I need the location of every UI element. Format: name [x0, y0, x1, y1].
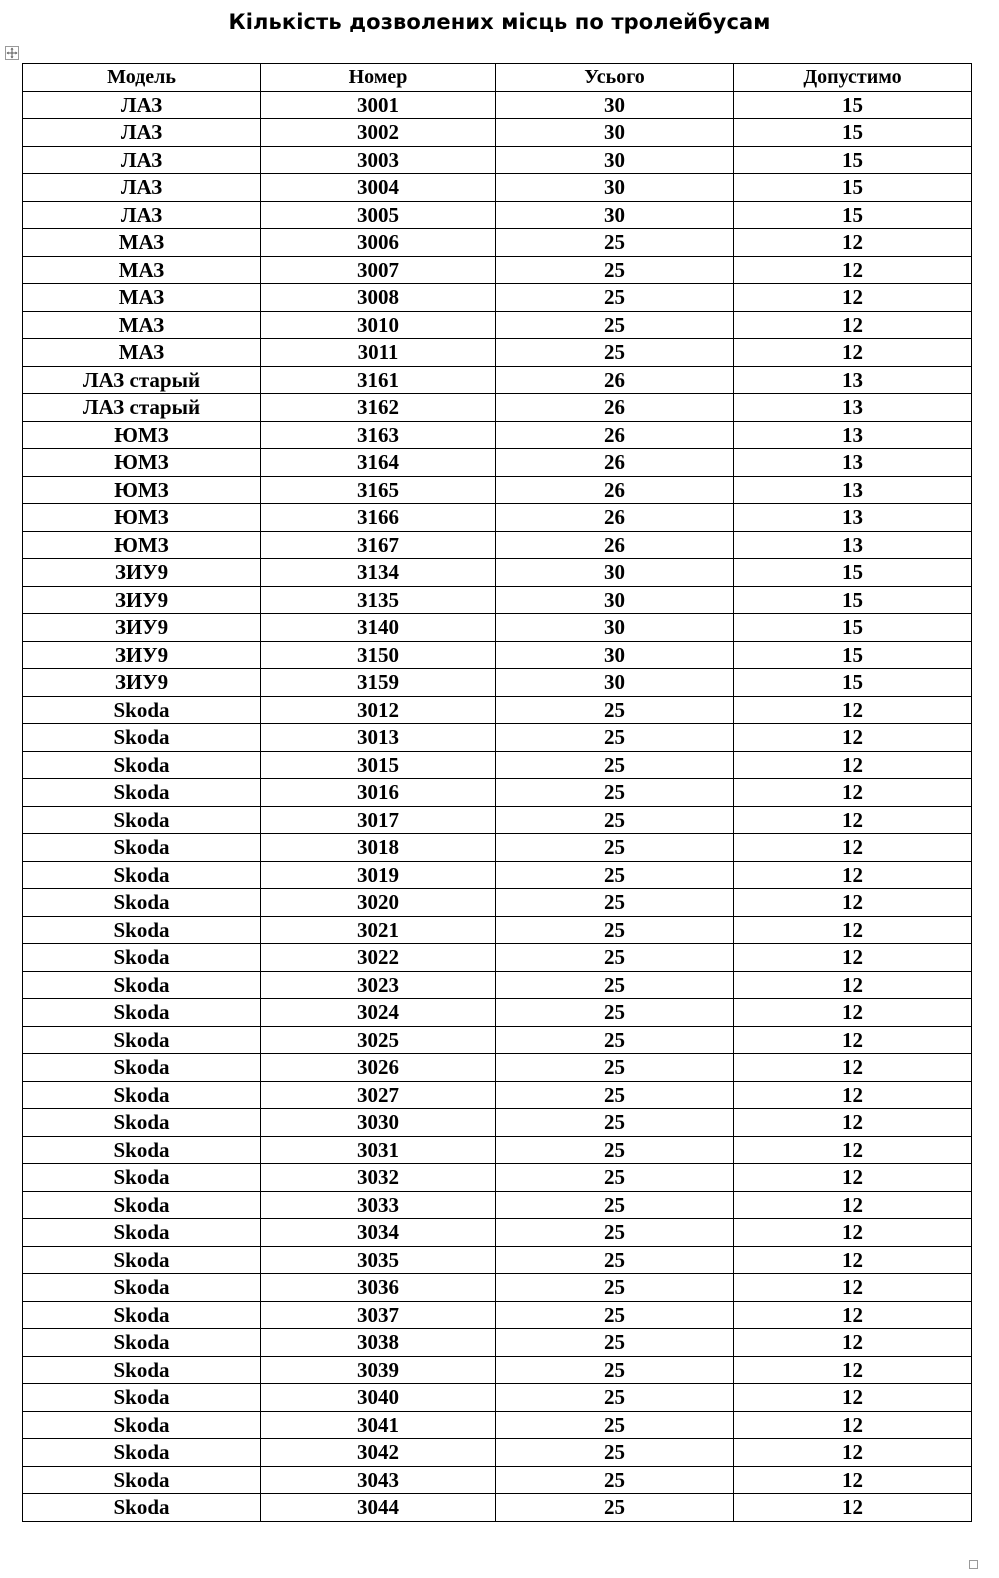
cell-allowed: 12 [734, 1081, 972, 1109]
table-row [23, 834, 972, 862]
table-row [23, 449, 972, 477]
cell-total: 25 [496, 229, 734, 257]
cell-number: 3036 [261, 1274, 496, 1302]
cell-number: 3134 [261, 559, 496, 587]
cell-number: 3040 [261, 1384, 496, 1412]
table-row [23, 999, 972, 1027]
cell-number: 3042 [261, 1439, 496, 1467]
table-row [23, 916, 972, 944]
cell-allowed: 12 [734, 1301, 972, 1329]
cell-model: МАЗ [23, 311, 261, 339]
table-row [23, 1081, 972, 1109]
table-row [23, 531, 972, 559]
cell-model: ЮМЗ [23, 504, 261, 532]
cell-allowed: 13 [734, 421, 972, 449]
cell-total: 25 [496, 889, 734, 917]
cell-total: 25 [496, 1356, 734, 1384]
cell-model: Skoda [23, 751, 261, 779]
cell-total: 25 [496, 806, 734, 834]
cell-model: Skoda [23, 971, 261, 999]
table-row [23, 284, 972, 312]
cell-total: 30 [496, 641, 734, 669]
cell-model: Skoda [23, 1411, 261, 1439]
cell-allowed: 12 [734, 806, 972, 834]
cell-number: 3025 [261, 1026, 496, 1054]
cell-number: 3020 [261, 889, 496, 917]
cell-total: 25 [496, 1026, 734, 1054]
cell-number: 3165 [261, 476, 496, 504]
cell-total: 25 [496, 724, 734, 752]
cell-allowed: 12 [734, 1411, 972, 1439]
cell-allowed: 12 [734, 1384, 972, 1412]
column-header-total: Усього [496, 64, 734, 92]
cell-allowed: 15 [734, 669, 972, 697]
table-row [23, 696, 972, 724]
cell-model: ЮМЗ [23, 476, 261, 504]
cell-allowed: 12 [734, 1026, 972, 1054]
cell-model: Skoda [23, 1329, 261, 1357]
table-row [23, 91, 972, 119]
table-row [23, 256, 972, 284]
cell-model: МАЗ [23, 229, 261, 257]
cell-model: Skoda [23, 696, 261, 724]
cell-allowed: 12 [734, 889, 972, 917]
table-row [23, 806, 972, 834]
cell-allowed: 12 [734, 1191, 972, 1219]
cell-model: Skoda [23, 834, 261, 862]
cell-allowed: 12 [734, 1164, 972, 1192]
cell-allowed: 15 [734, 614, 972, 642]
cell-number: 3034 [261, 1219, 496, 1247]
table-row [23, 1054, 972, 1082]
cell-number: 3043 [261, 1466, 496, 1494]
cell-model: ЗИУ9 [23, 669, 261, 697]
cell-total: 30 [496, 119, 734, 147]
cell-number: 3005 [261, 201, 496, 229]
cell-number: 3022 [261, 944, 496, 972]
cell-total: 25 [496, 999, 734, 1027]
table-row [23, 339, 972, 367]
cell-allowed: 12 [734, 1329, 972, 1357]
cell-total: 26 [496, 449, 734, 477]
cell-allowed: 12 [734, 861, 972, 889]
cell-number: 3011 [261, 339, 496, 367]
cell-total: 26 [496, 421, 734, 449]
cell-total: 30 [496, 201, 734, 229]
cell-model: Skoda [23, 1191, 261, 1219]
cell-total: 25 [496, 339, 734, 367]
table-row [23, 174, 972, 202]
table-row [23, 146, 972, 174]
cell-number: 3015 [261, 751, 496, 779]
table-row [23, 1246, 972, 1274]
cell-number: 3030 [261, 1109, 496, 1137]
cell-total: 30 [496, 669, 734, 697]
table-row [23, 1494, 972, 1522]
cell-number: 3010 [261, 311, 496, 339]
table-row [23, 1329, 972, 1357]
cell-model: Skoda [23, 1026, 261, 1054]
cell-total: 25 [496, 1246, 734, 1274]
column-header-allowed: Допустимо [734, 64, 972, 92]
cell-total: 25 [496, 1411, 734, 1439]
cell-model: Skoda [23, 1466, 261, 1494]
cell-number: 3033 [261, 1191, 496, 1219]
cell-total: 25 [496, 1164, 734, 1192]
cell-allowed: 12 [734, 751, 972, 779]
cell-total: 25 [496, 1191, 734, 1219]
cell-number: 3038 [261, 1329, 496, 1357]
cell-model: Skoda [23, 806, 261, 834]
cell-allowed: 15 [734, 201, 972, 229]
cell-number: 3035 [261, 1246, 496, 1274]
page-title: Кількість дозволених місць по тролейбусам [228, 10, 771, 34]
cell-number: 3164 [261, 449, 496, 477]
cell-total: 26 [496, 366, 734, 394]
cell-number: 3018 [261, 834, 496, 862]
cell-allowed: 13 [734, 504, 972, 532]
cell-model: ЛАЗ [23, 174, 261, 202]
table-row [23, 1109, 972, 1137]
cell-number: 3012 [261, 696, 496, 724]
table-row [23, 229, 972, 257]
cell-allowed: 12 [734, 1439, 972, 1467]
cell-number: 3166 [261, 504, 496, 532]
cell-model: ЗИУ9 [23, 586, 261, 614]
cell-total: 25 [496, 1081, 734, 1109]
cell-total: 25 [496, 1274, 734, 1302]
table-row [23, 889, 972, 917]
cell-total: 25 [496, 1054, 734, 1082]
table-row [23, 1384, 972, 1412]
cell-total: 25 [496, 1329, 734, 1357]
cell-model: Skoda [23, 1246, 261, 1274]
cell-total: 25 [496, 751, 734, 779]
cell-allowed: 15 [734, 586, 972, 614]
cell-allowed: 15 [734, 559, 972, 587]
cell-total: 26 [496, 394, 734, 422]
cell-model: МАЗ [23, 284, 261, 312]
cell-total: 25 [496, 1219, 734, 1247]
cell-model: ЮМЗ [23, 531, 261, 559]
cell-total: 30 [496, 586, 734, 614]
cell-model: ЛАЗ [23, 201, 261, 229]
cell-model: Skoda [23, 999, 261, 1027]
cell-model: Skoda [23, 1384, 261, 1412]
cell-total: 25 [496, 1109, 734, 1137]
table-row [23, 614, 972, 642]
cell-model: ЗИУ9 [23, 559, 261, 587]
column-header-number: Номер [261, 64, 496, 92]
cell-model: Skoda [23, 1109, 261, 1137]
cell-model: МАЗ [23, 339, 261, 367]
cell-allowed: 12 [734, 284, 972, 312]
cell-allowed: 12 [734, 1494, 972, 1522]
cell-number: 3004 [261, 174, 496, 202]
cell-allowed: 13 [734, 394, 972, 422]
cell-number: 3150 [261, 641, 496, 669]
table-row [23, 421, 972, 449]
cell-total: 25 [496, 1301, 734, 1329]
cell-number: 3002 [261, 119, 496, 147]
cell-allowed: 12 [734, 916, 972, 944]
cell-model: ЛАЗ старый [23, 366, 261, 394]
table-row [23, 669, 972, 697]
cell-model: ЗИУ9 [23, 641, 261, 669]
cell-model: Skoda [23, 1081, 261, 1109]
cell-total: 25 [496, 284, 734, 312]
cell-model: Skoda [23, 1494, 261, 1522]
cell-model: ЮМЗ [23, 449, 261, 477]
cell-allowed: 12 [734, 1246, 972, 1274]
table-row [23, 1191, 972, 1219]
cell-allowed: 12 [734, 229, 972, 257]
table-row [23, 779, 972, 807]
cell-allowed: 12 [734, 724, 972, 752]
cell-model: Skoda [23, 1301, 261, 1329]
cell-allowed: 15 [734, 119, 972, 147]
cell-number: 3044 [261, 1494, 496, 1522]
cell-number: 3140 [261, 614, 496, 642]
cell-number: 3007 [261, 256, 496, 284]
cell-number: 3013 [261, 724, 496, 752]
table-row [23, 1026, 972, 1054]
cell-number: 3159 [261, 669, 496, 697]
cell-model: Skoda [23, 944, 261, 972]
cell-model: Skoda [23, 1356, 261, 1384]
cell-total: 25 [496, 1466, 734, 1494]
cell-allowed: 15 [734, 641, 972, 669]
table-row [23, 751, 972, 779]
cell-model: Skoda [23, 1054, 261, 1082]
cell-model: Skoda [23, 1136, 261, 1164]
cell-allowed: 15 [734, 174, 972, 202]
cell-allowed: 12 [734, 971, 972, 999]
table-row [23, 1274, 972, 1302]
cell-model: Skoda [23, 1219, 261, 1247]
cell-model: ЮМЗ [23, 421, 261, 449]
cell-number: 3032 [261, 1164, 496, 1192]
cell-model: Skoda [23, 779, 261, 807]
cell-model: Skoda [23, 724, 261, 752]
cell-number: 3031 [261, 1136, 496, 1164]
cell-model: ЛАЗ [23, 146, 261, 174]
cell-allowed: 12 [734, 339, 972, 367]
cell-allowed: 12 [734, 696, 972, 724]
cell-number: 3019 [261, 861, 496, 889]
table-row [23, 119, 972, 147]
cell-total: 25 [496, 1439, 734, 1467]
cell-total: 25 [496, 1494, 734, 1522]
cell-total: 25 [496, 311, 734, 339]
cell-allowed: 12 [734, 944, 972, 972]
cell-number: 3003 [261, 146, 496, 174]
cell-number: 3026 [261, 1054, 496, 1082]
cell-total: 25 [496, 834, 734, 862]
cell-total: 25 [496, 1136, 734, 1164]
table-row [23, 394, 972, 422]
table-move-handle-icon[interactable] [5, 46, 19, 60]
cell-number: 3027 [261, 1081, 496, 1109]
cell-number: 3023 [261, 971, 496, 999]
cell-number: 3037 [261, 1301, 496, 1329]
table-row [23, 504, 972, 532]
cell-number: 3135 [261, 586, 496, 614]
cell-number: 3162 [261, 394, 496, 422]
table-row [23, 1466, 972, 1494]
cell-allowed: 12 [734, 834, 972, 862]
cell-total: 26 [496, 504, 734, 532]
cell-allowed: 13 [734, 531, 972, 559]
cell-total: 30 [496, 91, 734, 119]
cell-model: Skoda [23, 1164, 261, 1192]
trolleybus-seats-table [22, 63, 972, 1522]
table-body [23, 91, 972, 1521]
cell-model: ЛАЗ [23, 119, 261, 147]
cell-total: 25 [496, 256, 734, 284]
cell-number: 3017 [261, 806, 496, 834]
table-row [23, 1219, 972, 1247]
table-row [23, 861, 972, 889]
table-header-row [23, 64, 972, 92]
cell-allowed: 15 [734, 91, 972, 119]
cell-allowed: 12 [734, 1219, 972, 1247]
cell-total: 30 [496, 174, 734, 202]
cell-number: 3041 [261, 1411, 496, 1439]
table-row [23, 1356, 972, 1384]
cell-allowed: 12 [734, 779, 972, 807]
cell-allowed: 12 [734, 1274, 972, 1302]
table-row [23, 1164, 972, 1192]
table-row [23, 366, 972, 394]
cell-allowed: 12 [734, 1054, 972, 1082]
cell-number: 3021 [261, 916, 496, 944]
cell-total: 30 [496, 146, 734, 174]
cell-total: 30 [496, 559, 734, 587]
table-row [23, 641, 972, 669]
cell-number: 3167 [261, 531, 496, 559]
cell-model: ЛАЗ старый [23, 394, 261, 422]
cell-total: 26 [496, 531, 734, 559]
cell-number: 3161 [261, 366, 496, 394]
table-row [23, 1411, 972, 1439]
table-row [23, 1136, 972, 1164]
table-row [23, 586, 972, 614]
cell-allowed: 15 [734, 146, 972, 174]
cell-number: 3024 [261, 999, 496, 1027]
cell-allowed: 12 [734, 999, 972, 1027]
cell-allowed: 12 [734, 256, 972, 284]
cell-model: Skoda [23, 916, 261, 944]
cell-allowed: 13 [734, 449, 972, 477]
cell-model: ЗИУ9 [23, 614, 261, 642]
cell-number: 3001 [261, 91, 496, 119]
cell-allowed: 12 [734, 1356, 972, 1384]
column-header-model: Модель [23, 64, 261, 92]
table-row [23, 311, 972, 339]
table-row [23, 971, 972, 999]
cell-total: 25 [496, 916, 734, 944]
cell-allowed: 12 [734, 311, 972, 339]
cell-allowed: 12 [734, 1136, 972, 1164]
cell-number: 3039 [261, 1356, 496, 1384]
cell-total: 25 [496, 971, 734, 999]
cell-total: 25 [496, 861, 734, 889]
cell-model: Skoda [23, 889, 261, 917]
cell-allowed: 13 [734, 476, 972, 504]
cell-model: Skoda [23, 1274, 261, 1302]
cell-allowed: 13 [734, 366, 972, 394]
table-row [23, 1301, 972, 1329]
table-row [23, 1439, 972, 1467]
cell-model: Skoda [23, 861, 261, 889]
cell-model: ЛАЗ [23, 91, 261, 119]
cell-number: 3006 [261, 229, 496, 257]
table-row [23, 559, 972, 587]
cell-number: 3008 [261, 284, 496, 312]
cell-total: 25 [496, 1384, 734, 1412]
cell-model: Skoda [23, 1439, 261, 1467]
cell-total: 30 [496, 614, 734, 642]
cell-model: МАЗ [23, 256, 261, 284]
table-row [23, 201, 972, 229]
cell-number: 3163 [261, 421, 496, 449]
cell-allowed: 12 [734, 1109, 972, 1137]
table-resize-handle-icon[interactable] [969, 1560, 978, 1569]
cell-number: 3016 [261, 779, 496, 807]
table-row [23, 476, 972, 504]
cell-total: 25 [496, 779, 734, 807]
cell-total: 26 [496, 476, 734, 504]
cell-total: 25 [496, 696, 734, 724]
table-row [23, 944, 972, 972]
table-row [23, 724, 972, 752]
cell-total: 25 [496, 944, 734, 972]
cell-allowed: 12 [734, 1466, 972, 1494]
